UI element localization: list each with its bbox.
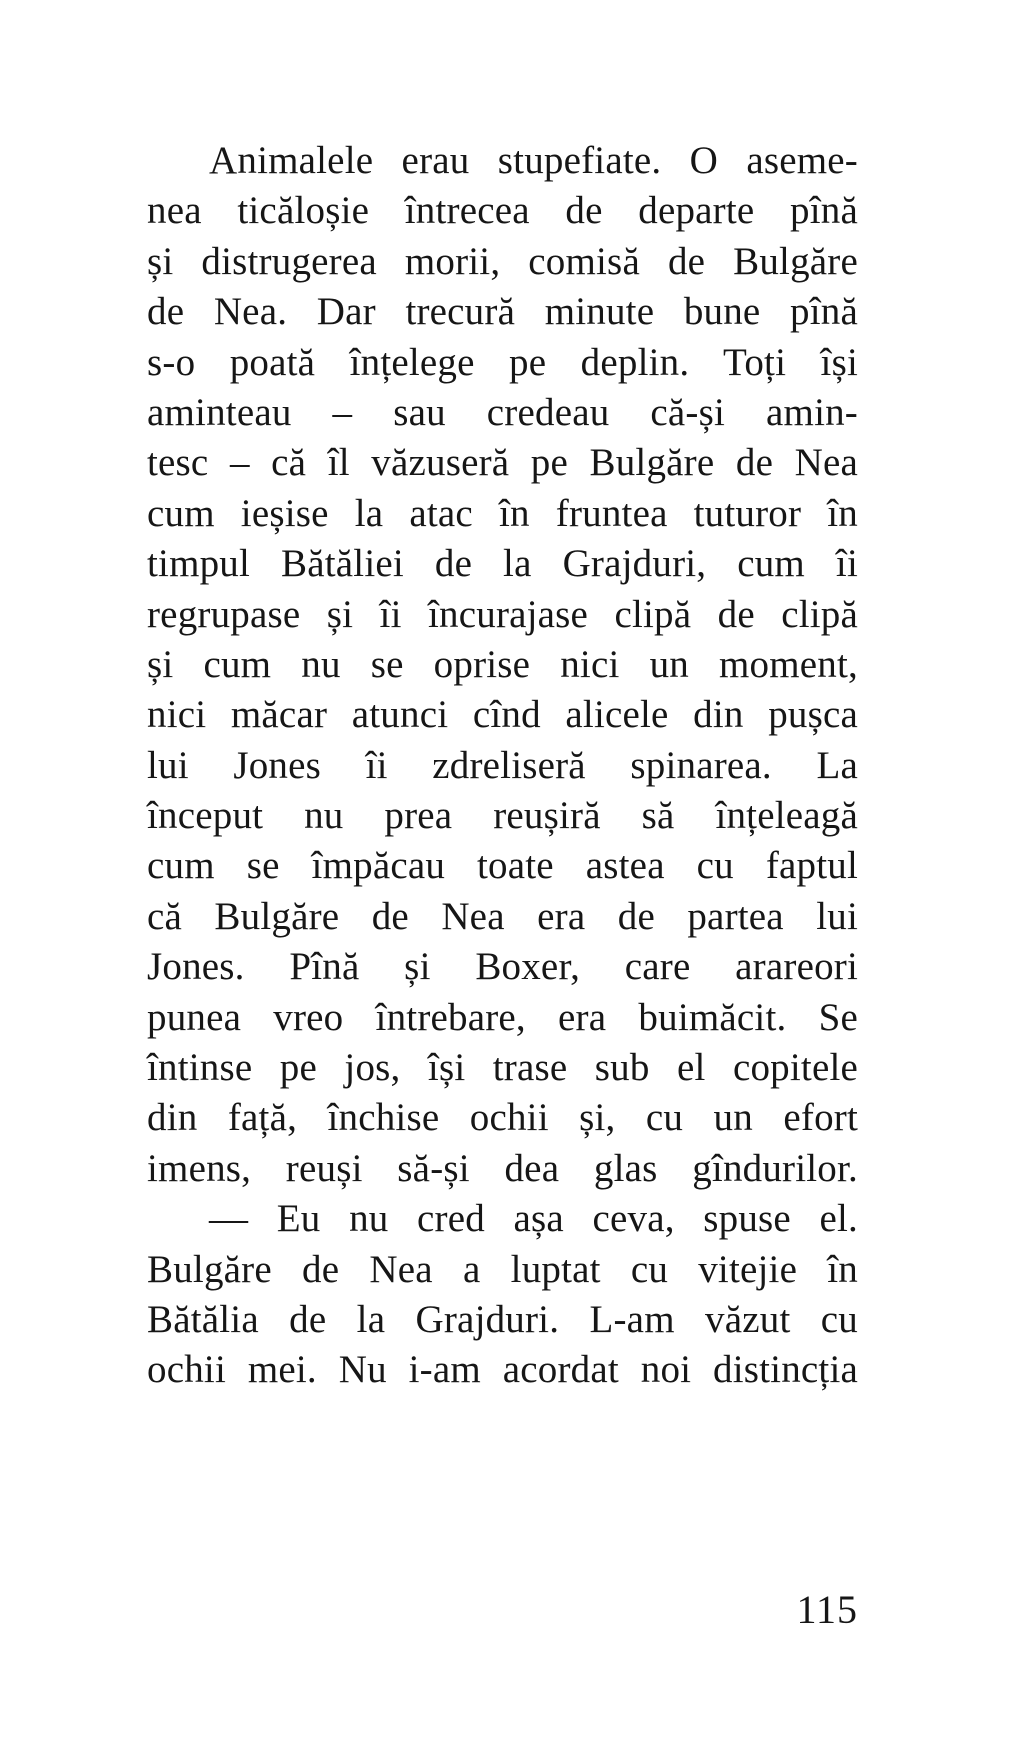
text-line: punea vreo întrebare, era buimăcit. Se <box>147 995 858 1039</box>
text-line: s-o poată înțelege pe deplin. Toți își <box>147 340 858 384</box>
text-line: aminteau – sau credeau că-și amin- <box>147 390 858 434</box>
text-line: timpul Bătăliei de la Grajduri, cum îi <box>147 542 858 586</box>
text-line: — Eu nu cred așa ceva, spuse el. <box>209 1197 858 1241</box>
text-line: Bulgăre de Nea a luptat cu vitejie în <box>147 1247 858 1291</box>
text-line: nea ticăloșie întrecea de departe pînă <box>147 189 858 233</box>
text-line: că Bulgăre de Nea era de partea lui <box>147 894 858 938</box>
paragraph <box>147 1194 858 1396</box>
text-line: și cum nu se oprise nici un moment, <box>147 642 858 686</box>
text-line: început nu prea reușiră să înțeleagă <box>147 794 858 838</box>
text-line: regrupase și îi încurajase clipă de clipă <box>147 592 858 636</box>
text-block <box>147 136 858 1396</box>
text-line: lui Jones îi zdreliseră spinarea. La <box>147 743 858 787</box>
text-line: cum ieșise la atac în fruntea tuturor în <box>147 491 858 535</box>
text-line: imens, reuși să-și dea glas gîndurilor. <box>147 1146 858 1190</box>
text-line: din față, închise ochii și, cu un efort <box>147 1096 858 1140</box>
text-line: nici măcar atunci cînd alicele din pușca <box>147 693 858 737</box>
text-line: întinse pe jos, își trase sub el copitele <box>147 1046 858 1090</box>
text-line: cum se împăcau toate astea cu faptul <box>147 844 858 888</box>
paragraph <box>147 136 858 1194</box>
text-line: tesc – că îl văzuseră pe Bulgăre de Nea <box>147 441 858 485</box>
text-line: Animalele erau stupefiate. O aseme- <box>209 139 858 182</box>
text-line: ochii mei. Nu i-am acordat noi distincția <box>147 1348 858 1392</box>
text-line: și distrugerea morii, comisă de Bulgăre <box>147 239 858 283</box>
page-number: 115 <box>796 1587 858 1632</box>
text-line: de Nea. Dar trecură minute bune pînă <box>147 290 858 334</box>
text-line: Jones. Pînă și Boxer, care arareori <box>147 945 858 989</box>
text-line: Bătălia de la Grajduri. L-am văzut cu <box>147 1297 858 1341</box>
